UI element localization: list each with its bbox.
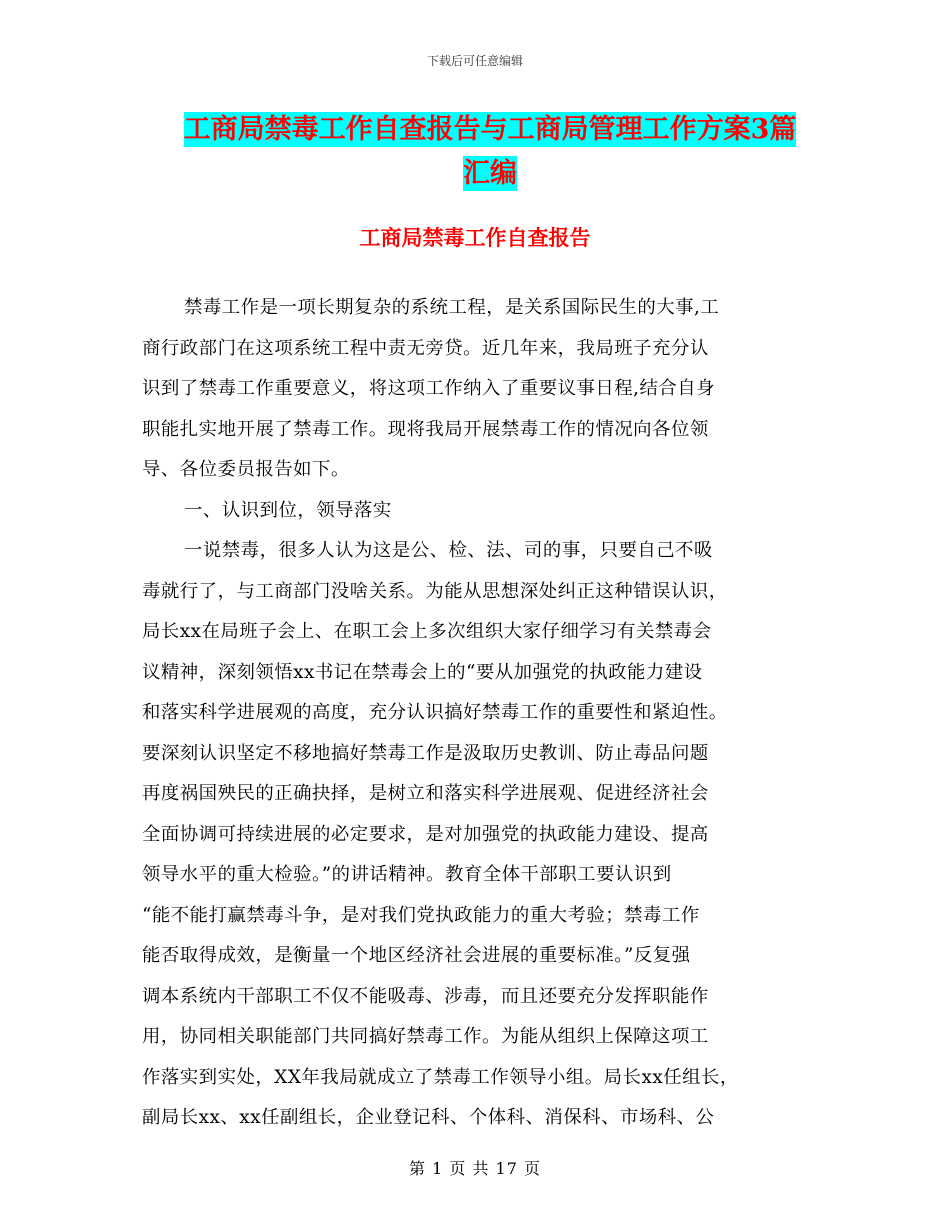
text-line: 全面协调可持续进展的必定要求，是对加强党的执政能力建设、提高: [142, 823, 709, 845]
text-line: 作落实到实处，XX年我局就成立了禁毒工作领导小组。局长xx任组长，: [142, 1066, 739, 1088]
text-line: 再度祸国殃民的正确抉择，是树立和落实科学进展观、促进经济社会: [142, 783, 709, 804]
document-title-line2: 汇编: [463, 158, 517, 189]
paragraph-two: [142, 531, 814, 1139]
heading-one: [142, 491, 814, 532]
page-number: 第 1 页 共 17 页: [409, 1159, 541, 1178]
section-title: 工商局禁毒工作自查报告: [359, 225, 591, 250]
text-line: 用，协同相关职能部门共同搞好禁毒工作。为能从组织上保障这项工: [142, 1026, 709, 1047]
text-line: “能不能打赢禁毒斗争，是对我们党执政能力的重大考验；禁毒工作: [142, 904, 700, 926]
text-line: 议精神，深刻领悟xx书记在禁毒会上的“要从加强党的执政能力建设: [142, 661, 703, 683]
text-line: 副局长xx、xx任副组长，企业登记科、个体科、消保科、市场科、公: [142, 1107, 715, 1128]
heading-text: 一、认识到位，领导落实: [184, 499, 392, 521]
document-title: [170, 108, 810, 196]
text-line: 领导水平的重大检验。”的讲话精神。教育全体干部职工要认识到: [142, 864, 672, 885]
document-title-line1: 工商局禁毒工作自查报告与工商局管理工作方案3篇: [183, 114, 797, 145]
text-line: 识到了禁毒工作重要意义，将这项工作纳入了重要议事日程,结合自身: [142, 378, 716, 399]
document-body: [142, 288, 814, 1139]
text-line: 禁毒工作是一项长期复杂的系统工程，是关系国际民生的大事,工: [184, 297, 720, 318]
text-line: 要深刻认识坚定不移地搞好禁毒工作是汲取历史教训、防止毒品问题: [142, 742, 709, 764]
paragraph-intro: [142, 288, 814, 491]
text-line: 调本系统内干部职工不仅不能吸毒、涉毒，而且还要充分发挥职能作: [142, 985, 709, 1007]
text-line: 导、各位委员报告如下。: [142, 459, 350, 480]
header-note: 下载后可任意编辑: [426, 54, 523, 68]
text-line: 和落实科学进展观的高度，充分认识搞好禁毒工作的重要性和紧迫性。: [142, 702, 728, 723]
text-line: 局长xx在局班子会上、在职工会上多次组织大家仔细学习有关禁毒会: [142, 621, 712, 642]
text-line: 毒就行了，与工商部门没啥关系。为能从思想深处纠正这种错误认识，: [142, 580, 728, 602]
text-line: 能否取得成效，是衡量一个地区经济社会进展的重要标准。”反复强: [142, 945, 691, 966]
text-line: 商行政部门在这项系统工程中责无旁贷。近几年来，我局班子充分认: [142, 337, 709, 359]
text-line: 职能扎实地开展了禁毒工作。现将我局开展禁毒工作的情况向各位领: [142, 418, 709, 440]
text-line: 一说禁毒，很多人认为这是公、检、法、司的事，只要自己不吸: [184, 540, 713, 561]
